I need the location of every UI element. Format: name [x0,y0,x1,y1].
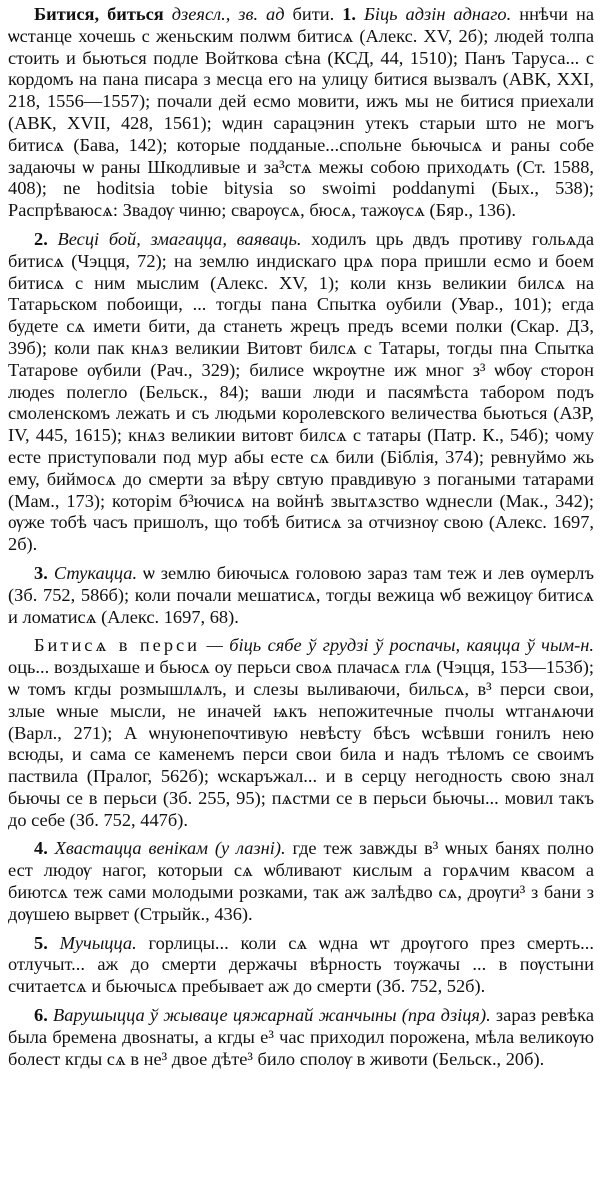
sense-number: 6. [34,1005,48,1026]
sense-4-paragraph [8,838,594,925]
sense-citations: горлицы... коли сѧ ѡдна ѡт дрѹгого през смерть... отлучыт... аж до смерти держачы вѣрность тѹжачы ... в пѹстыни считаетсѧ и бьючысѧ пребывает аж до смерти (Зб. 752, 52б). [8,932,594,997]
grammar-ref: бити. [292,4,335,24]
sense-gloss: Варушыцца ў жываце цяжарнай жанчыны (пра дзіця). [53,1005,491,1026]
sense-number: 4. [34,838,48,859]
sense-3-paragraph [8,563,594,628]
sense-gloss: Мучыцца. [59,932,137,953]
sense-6-paragraph [8,1005,594,1070]
sense-1-paragraph [8,4,594,222]
sense-gloss: Весці бой, змагацца, ваяваць. [57,228,302,249]
sense-gloss: Стукацца. [53,562,138,583]
phrase-gloss: — біць сябе ў грудзі ў роспачы, каяцца ў чым-н. [206,635,594,656]
sense-number: 5. [34,932,48,953]
sense-number: 3. [34,562,48,583]
phrase-paragraph [8,635,594,831]
sense-citations: зараз ревѣка была бремена двоѕнаты, а кгды е³ час приходил порожена, мѣла великѹю болест кгды сѧ в не³ двое дѣте³ било сполѹ в животи (Бельск., 20б). [8,1005,594,1069]
grammar-note: дзеясл., зв. ад [171,4,285,24]
sense-5-paragraph [8,933,594,998]
phrase-citations: оць... воздыхаше и бьюсѧ оу перьси своѧ плачасѧ глѧ (Чэцця, 153—153б); ѡ томъ кгды розмышлѧлъ, и слезы выливаючи, бильсѧ, в³ перси свои, злые ѡные мысли, не иначей ѩкъ непожитечные пчолы ѡтганѧючи (Варл., 271); А ѡнуюнепочтивую невѣсту бѣсъ ѡсѣвши гонилъ нею всюды, и сама се каменемъ перси свои била и надъ тѣломъ се своимъ паствила (Пралог, 562б); ѡскаръжал... и в серцу негодность свою знал бьючы се в перьси (Зб. 255, 95); пѧстми се в перьси бьючы... мовил такъ до себе (Зб. 752, 447б). [8,657,594,830]
sense-number: 2. [34,228,48,249]
headword: Битися, биться [34,4,164,24]
sense-gloss: Хвастацца венікам (у лазні). [54,838,286,859]
sense-2-paragraph [8,229,594,556]
sense-number: 1. [342,4,357,24]
sense-citations: ходилъ црь двдъ противу гольѧда битисѧ (Чэцця, 72); на землю индискаго црѧ пора пришли есмо и боем битисѧ с ним мыслим (Алекс. XV, 1); коли кнзь великии билсѧ на Татарьском побоищи, ... тогды пана Спытка оубили (Увар., 101); егда будете сѧ имети бити, да станеть жрецъ предъ всеми полки (Скар. ДЗ, 39б); коли пак кнѧз великии Витовт билсѧ с Татары, тогды пна Спытка Татарове ѹбили (Рач., 329); билисе ѡкрѹтне иж мног з³ ѡбѹ сторон людеѕ полегло (Бельск., 84); ваши люди и пасямѣста табором подъ смоленскомъ лежать и съ людьми королевского величества бьються (АЗР, IV, 445, 1615); кнѧз великии витовт билсѧ с татары (Патр. К., 54б); чому есте приступовали под мур абы есте сѧ били (Біблія, 374); ревнуймо жь ему, биймосѧ до смерти за вѣру свтую правдивую з погаными татарами (Мам., 173); которім б³ючисѧ на войнѣ звытѧзство ѡднесли (Мак., 342); ѹже тобѣ часъ пришолъ, що тобѣ битисѧ за отчизнѹ свою (Алекс. 1697, 2б). [8,228,594,555]
sense-citations: ѡ землю биючысѧ головою зараз там теж и лев ѹмерлъ (Зб. 752, 586б); коли почали мешатисѧ, тогды вежица ѡб вежицѹ битисѧ и ломатисѧ (Алекс. 1697, 68). [8,562,594,627]
sense-citations: ннѣчи на ѡстанце хочешь с женьским полѡм битисѧ (Алекс. XV, 2б); людей толпа стоить и бьються подле Войткова сѣна (КСД, 44, 1510); Панъ Таруса... с кордомъ на пана писара з месца его на улицу битися вызвалъ (АВК, XXI, 218, 1556—1557); почали дей есмо мовити, ижъ мы не битися приехали (АВК, XVII, 428, 1561); ѡдин сарацэнин утекъ старыи што не могъ битисѧ (Бава, 142); которые подданые...спольне бьючысѧ и раны собе задаючы ѡ раны Шкодливые и за³стѧ межы собою приходѧть (Ст. 1588, 408); ne hoditsia tobie bitysia so swoimi poddanymi (Бых., 538); Распрѣваюсѧ: Звадѹ чиню; сварѹсѧ, бюсѧ, тажѹсѧ (Бяр., 136). [8,4,594,221]
sense-citations: где теж завжды в³ ѡных банях полно ест людѹ нагог, которыи сѧ ѡбливают кислым а горѧчим квасом а биютсѧ теж сами молодыми розками, так аж залѣдво сѧ, дрѹги³ з бани з дѹшею вырвет (Стрыйк., 436). [8,838,594,924]
sense-gloss: Біць адзін аднаго. [364,4,512,24]
phrase-lead: Битисѧ в перси [34,635,201,656]
